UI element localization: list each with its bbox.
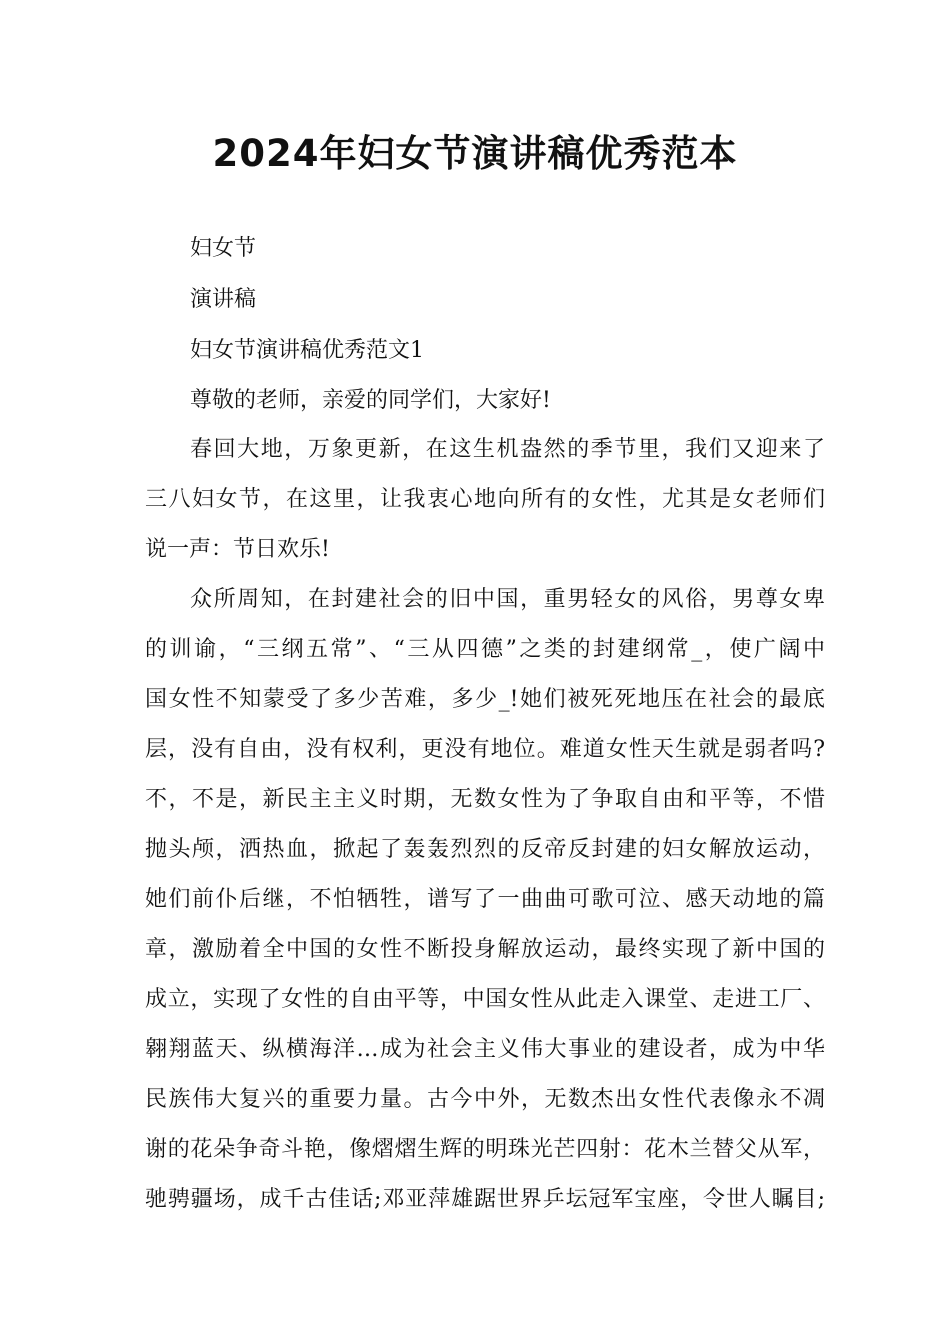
paragraph1-line-3: 说一声：节日欢乐!	[145, 537, 330, 562]
paragraph2-line-13: 驰骋疆场，成千古佳话;邓亚萍雄踞世界乒坛冠军宝座，令世人瞩目;	[145, 1187, 825, 1212]
paragraph2-line-1: 众所周知，在封建社会的旧中国，重男轻女的风俗，男尊女卑	[190, 587, 825, 612]
heading-line-speech: 演讲稿	[190, 287, 257, 312]
paragraph2-line-2: 的训谕，“三纲五常”、“三从四德”之类的封建纲常_，使广阔中	[145, 637, 825, 662]
paragraph2-line-4: 层，没有自由，没有权利，更没有地位。难道女性天生就是弱者吗?	[145, 737, 825, 762]
greeting-line: 尊敬的老师，亲爱的同学们，大家好!	[190, 388, 551, 413]
document-title: 2024年妇女节演讲稿优秀范本	[212, 132, 738, 175]
paragraph2-line-11: 民族伟大复兴的重要力量。古今中外，无数杰出女性代表像永不凋	[145, 1087, 825, 1112]
paragraph1-line-2: 三八妇女节，在这里，让我衷心地向所有的女性，尤其是女老师们	[145, 487, 825, 512]
paragraph2-line-8: 章，激励着全中国的女性不断投身解放运动，最终实现了新中国的	[145, 937, 825, 962]
paragraph1-line-1: 春回大地，万象更新，在这生机盎然的季节里，我们又迎来了	[190, 437, 825, 462]
heading-line-holiday: 妇女节	[190, 236, 257, 261]
paragraph2-line-12: 谢的花朵争奇斗艳，像熠熠生辉的明珠光芒四射：花木兰替父从军，	[145, 1137, 825, 1162]
paragraph2-line-3: 国女性不知蒙受了多少苦难，多少_!她们被死死地压在社会的最底	[145, 687, 825, 712]
paragraph2-line-9: 成立，实现了女性的自由平等，中国女性从此走入课堂、走进工厂、	[145, 987, 825, 1012]
paragraph2-line-6: 抛头颅，洒热血，掀起了轰轰烈烈的反帝反封建的妇女解放运动，	[145, 837, 825, 862]
paragraph2-line-7: 她们前仆后继，不怕牺牲，谱写了一曲曲可歌可泣、感天动地的篇	[145, 887, 825, 912]
paragraph2-line-5: 不，不是，新民主主义时期，无数女性为了争取自由和平等，不惜	[145, 787, 825, 812]
paragraph2-line-10: 翱翔蓝天、纵横海洋…成为社会主义伟大事业的建设者，成为中华	[145, 1037, 825, 1062]
heading-line-sample-title: 妇女节演讲稿优秀范文1	[190, 338, 424, 363]
